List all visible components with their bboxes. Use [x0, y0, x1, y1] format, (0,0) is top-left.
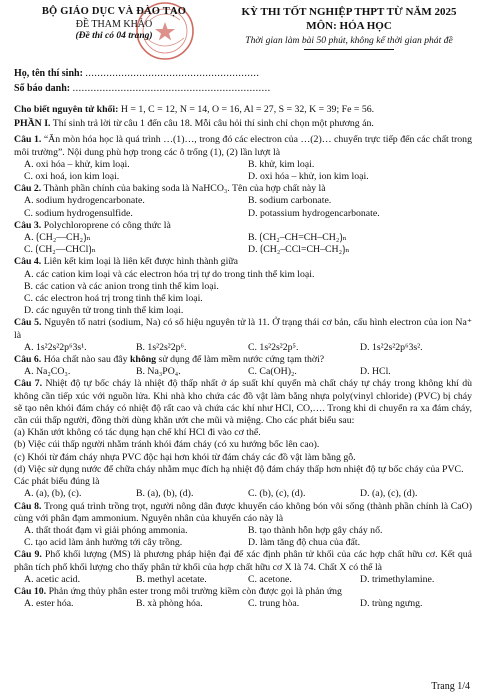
question: [14, 220, 472, 232]
option: D. 1s²2s²2p⁶3s².: [360, 341, 423, 353]
question-number: Câu 9.: [14, 549, 42, 561]
question: [14, 501, 472, 525]
option: D. (a), (c), (d).: [360, 488, 418, 500]
option: B. Na₃PO₄.: [136, 366, 181, 378]
option: D. oxi hóa – khử, ion kim loại.: [248, 171, 369, 183]
options: [14, 171, 472, 183]
options: [14, 342, 472, 354]
header-left: [14, 6, 214, 41]
statement: (b) Việc cúi thấp người nhằm tránh khói đám cháy (có xu hướng bốc lên cao).: [14, 439, 320, 451]
option: C. sodium hydrogensulfide.: [24, 207, 133, 219]
option: A. thất thoát đạm vì giải phóng ammonia.: [24, 524, 188, 536]
exam-title: KỲ THI TỐT NGHIỆP THPT TỪ NĂM 2025: [241, 6, 457, 18]
candidate-name-label: Họ, tên thí sinh:: [14, 68, 83, 79]
options: [14, 537, 472, 549]
option: D. làm tăng độ chua của đất.: [248, 537, 361, 549]
part1-title: PHẦN I.: [14, 118, 51, 130]
option: A. oxi hóa – khử, kim loại.: [24, 158, 130, 170]
question: [14, 378, 472, 427]
question-number: Câu 2.: [14, 183, 42, 195]
time-note: Thời gian làm bài 50 phút, không kể thời gian phát đề: [245, 35, 453, 46]
header-rule: [304, 49, 394, 50]
option: C. ⟮CH₂—CHCl⟯ₙ: [24, 244, 96, 256]
part1-header: [14, 118, 472, 130]
option: B. các cation và các anion trong tinh thể kim loại.: [24, 280, 219, 292]
question: [14, 586, 472, 598]
option: C. acetone.: [248, 573, 292, 585]
option: A. sodium hydrogencarbonate.: [24, 195, 145, 207]
statement: (a) Khăn ướt không có tác dụng hạn chế khí HCl đi vào cơ thể.: [14, 427, 261, 439]
candidate-name-row: [14, 66, 271, 81]
option: D. potassium hydrogencarbonate.: [248, 207, 380, 219]
option: B. sodium carbonate.: [248, 195, 332, 207]
ministry-name: BỘ GIÁO DỤC VÀ ĐÀO TẠO: [41, 6, 187, 17]
atomic-masses-values: H = 1, C = 12, N = 14, O = 16, Al = 27, S = 32, K = 39; Fe = 56.: [120, 104, 375, 115]
statement: (c) Khói từ đám cháy nhựa PVC độc hại hơn khói từ đám cháy các đồ vật làm bằng gỗ.: [14, 451, 356, 463]
option: B. tạo thành hỗn hợp gây cháy nổ.: [248, 524, 383, 536]
atomic-masses: [14, 104, 472, 116]
atomic-masses-label: Cho biết nguyên tử khối:: [14, 104, 119, 115]
option: D. trimethylamine.: [360, 573, 435, 585]
question: [14, 256, 472, 268]
question-text-pre: Hóa chất nào sau đây: [43, 354, 130, 366]
option: B. khử, kim loại.: [248, 158, 315, 170]
option: A. ester hóa.: [24, 598, 74, 610]
question: [14, 354, 472, 366]
options: [14, 574, 472, 586]
question: [14, 134, 472, 158]
question-text: Liên kết kim loại là liên kết được hình thành giữa: [43, 256, 238, 268]
subject: MÔN: HÓA HỌC: [306, 20, 392, 32]
options: [14, 244, 472, 256]
question-number: Câu 7.: [14, 378, 43, 390]
question-text: Phản ứng thủy phân ester trong môi trường kiềm còn được gọi là phản ứng: [48, 585, 342, 597]
option: A. acetic acid.: [24, 573, 81, 585]
options: [14, 598, 472, 610]
question-text: Nguyên tố natri (sodium, Na) có số hiệu nguyên tử là 11. Ở trạng thái cơ bản, cấu hình electron của ion Na⁺ là: [14, 317, 472, 341]
question-number: Câu 6.: [14, 354, 42, 366]
candidate-info: [14, 66, 271, 96]
option: A. Na₂CO₃.: [24, 366, 71, 378]
option: B. methyl acetate.: [136, 573, 207, 585]
doc-type: ĐỀ THAM KHẢO: [75, 19, 153, 30]
part1-instructions: Thí sinh trả lời từ câu 1 đến câu 18. Mỗi câu hỏi thí sinh chỉ chọn một phương án.: [52, 118, 374, 130]
question-number: Câu 10.: [14, 585, 47, 597]
question-text-emphasis: không: [129, 354, 157, 366]
statement: (d) Việc sử dụng nước để chữa cháy nhằm mục đích hạ nhiệt độ đám cháy thấp hơn nhiệt độ tự bốc cháy của PVC.: [14, 463, 464, 475]
question-number: Câu 5.: [14, 317, 42, 329]
candidate-id-dots: ..................................................................: [72, 83, 271, 94]
option: D. ⟮CH₂–CCl=CH–CH₂⟯ₙ: [248, 244, 350, 256]
option: A. các cation kim loại và các electron hóa trị tự do trong tinh thể kim loại.: [24, 268, 315, 280]
candidate-id-label: Số báo danh:: [14, 83, 71, 94]
candidate-id-row: [14, 81, 271, 96]
option: D. HCl.: [360, 366, 391, 378]
question: [14, 549, 472, 573]
options: [14, 366, 472, 378]
page-number: Trang 1/4: [431, 681, 470, 692]
option: D. trùng ngưng.: [360, 598, 423, 610]
option: A. (a), (b), (c).: [24, 488, 82, 500]
option: C. oxi hoá, ion kim loại.: [24, 171, 120, 183]
question-text: “Ăn mòn hóa học là quá trình …(1)…, trong đó các electron của …(2)… chuyển trực tiếp đến các chất trong môi trường”. Nội dung phù hợp trong các ô trống (1), (2) lần lượt là: [14, 134, 472, 158]
option: D. các nguyên tử trong tinh thể kim loại.: [24, 305, 184, 317]
question-text: Phổ khối lượng (MS) là phương pháp hiện đại để xác định phân tử khối của các hợp chất hữu cơ. Kết quả phân tích phổ khối lượng cho thấy phân tử khối của hợp chất hữu cơ X là 74. Chất X có thể là: [14, 549, 472, 573]
question-number: Câu 3.: [14, 219, 42, 231]
options: [14, 232, 472, 244]
question: [14, 183, 472, 195]
question-text: Nhiệt độ tự bốc cháy là nhiệt độ thấp nhất ở áp suất khí quyển mà chất cháy tự cháy trong không khí dù không cần tiếp xúc với nguồn lửa. Khi nhà kho chứa các đồ vật làm bằng nhựa poly(vinyl chloride) (PVC) bị cháy sẽ tạo nên khói đám cháy có nhiệt độ rất cao và chứa các khí như HCl, CO,…. Trong khi di chuyển ra xa đám cháy, cần cúi thấp người, đồng thời dùng khăn ướt che mũi và miệng. Cho các phát biểu sau:: [14, 378, 472, 427]
option: A. ⟮CH₂—CH₂⟯ₙ: [24, 232, 91, 244]
question-number: Câu 1.: [14, 134, 42, 146]
option: C. các electron hoá trị trong tinh thể kim loại.: [24, 293, 203, 305]
question-text: Polychloroprene có công thức là: [43, 219, 171, 231]
question: [14, 317, 472, 341]
option: C. 1s²2s²2p⁵.: [248, 341, 299, 353]
option: A. 1s²2s²2p⁶3s¹.: [24, 341, 87, 353]
pages-note: (Đề thi có 04 trang): [75, 31, 153, 41]
option: B. 1s²2s²2p⁶.: [136, 341, 187, 353]
option: B. xà phòng hóa.: [136, 598, 203, 610]
question-number: Câu 4.: [14, 256, 42, 268]
option: C. (b), (c), (d).: [248, 488, 306, 500]
option: B. ⟮CH₂–CH=CH–CH₂⟯ₙ: [248, 232, 347, 244]
option: C. Ca(OH)₂.: [248, 366, 297, 378]
option: B. (a), (b), (d).: [136, 488, 194, 500]
question-closing: Các phát biểu đúng là: [14, 476, 100, 488]
options: [14, 525, 472, 537]
option: C. trung hòa.: [248, 598, 300, 610]
question-number: Câu 8.: [14, 500, 42, 512]
question-text: Thành phần chính của baking soda là NaHCO₃. Tên của hợp chất này là: [43, 183, 326, 195]
question-text-post: sử dụng để làm mềm nước cứng tạm thời?: [156, 354, 325, 366]
header-right: [218, 6, 480, 50]
options: [14, 159, 472, 171]
candidate-name-dots: ..........................................................: [85, 68, 260, 79]
exam-body: [14, 104, 472, 610]
question-text: Trong quá trình trồng trọt, người nông dân được khuyến cáo không bón vôi sống (thành phần chính là CaO) cùng với phân đạm ammonium. Nguyên nhân của khuyến cáo này là: [14, 500, 472, 524]
options: [14, 195, 472, 207]
option: C. tạo acid làm ảnh hưởng tới cây trồng.: [24, 537, 183, 549]
options: [14, 208, 472, 220]
options: [14, 488, 472, 500]
